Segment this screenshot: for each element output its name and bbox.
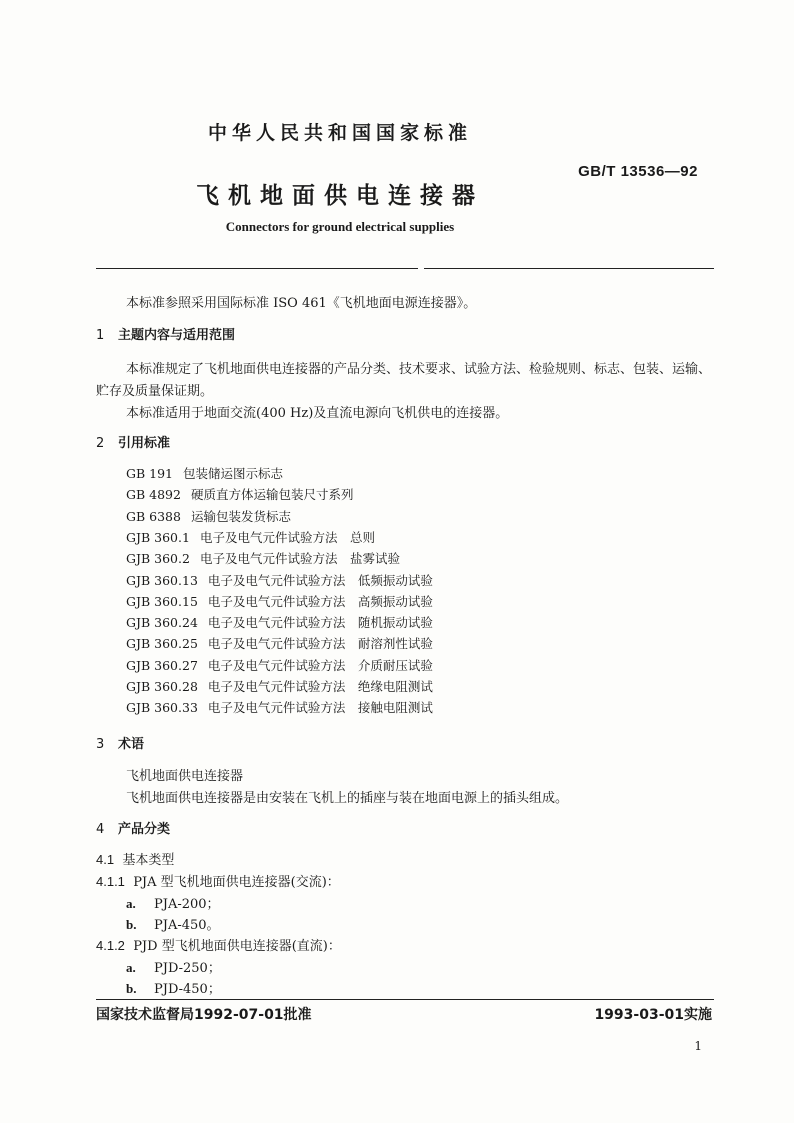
reference-title: 硬质直方体运输包装尺寸系列 — [190, 487, 354, 503]
subsection-number: 4.1 — [96, 852, 115, 867]
section-1-heading — [96, 324, 235, 343]
subsection-text: PJA 型飞机地面供电连接器(交流)： — [133, 875, 340, 890]
document-title-en: Connectors for ground electrical supplies — [225, 219, 455, 234]
reference-code: GJB 360.13 — [126, 572, 198, 588]
section-4-heading — [96, 818, 170, 837]
reference-item — [126, 677, 433, 695]
subsection-number: 4.1.2 — [96, 938, 125, 953]
subsection-text: 基本类型 — [122, 853, 175, 868]
reference-title: 电子及电气元件试验方法 耐溶剂性试验 — [207, 636, 433, 652]
reference-item — [126, 592, 433, 610]
reference-code: GJB 360.2 — [126, 551, 190, 567]
reference-code: GJB 360.33 — [126, 700, 198, 716]
reference-item — [126, 656, 433, 674]
intro-paragraph: 本标准参照采用国际标准 ISO 461《飞机地面电源连接器》。 — [126, 296, 477, 311]
reference-title: 电子及电气元件试验方法 介质耐压试验 — [207, 657, 433, 673]
subsection-text: PJD 型飞机地面供电连接器(直流)： — [133, 939, 341, 954]
reference-title: 包装储运图示标志 — [183, 466, 284, 481]
list-item-text: PJA-450。 — [154, 918, 220, 933]
reference-code: GJB 360.24 — [126, 615, 198, 631]
list-item — [126, 893, 220, 912]
approval-date: 国家技术监督局1992-07-01批准 — [96, 1007, 312, 1023]
list-item-text: PJA-200； — [154, 897, 220, 912]
reference-title: 电子及电气元件试验方法 接触电阻测试 — [207, 700, 433, 716]
reference-item — [126, 698, 433, 716]
list-item-label: a. — [126, 896, 136, 911]
section-title: 引用标准 — [118, 436, 171, 451]
list-item — [126, 978, 221, 997]
section-number: 1 — [96, 328, 105, 343]
reference-item — [126, 528, 375, 546]
issuing-authority: 中华人民共和国国家标准 — [207, 122, 472, 144]
section-1-paragraph-1: 本标准规定了飞机地面供电连接器的产品分类、技术要求、试验方法、检验规则、标志、包装、运输、 — [126, 362, 712, 377]
reference-title: 电子及电气元件试验方法 盐雾试验 — [199, 551, 400, 567]
reference-code: GB 4892 — [126, 487, 181, 503]
reference-item — [126, 549, 400, 567]
section-number: 3 — [96, 737, 105, 752]
effective-date: 1993-03-01实施 — [594, 1007, 712, 1023]
section-title: 产品分类 — [118, 822, 171, 837]
section-title: 术语 — [118, 737, 145, 752]
reference-title: 电子及电气元件试验方法 随机振动试验 — [207, 615, 433, 631]
subsection-number: 4.1.1 — [96, 874, 125, 889]
list-item-text: PJD-250； — [154, 961, 221, 976]
reference-title: 电子及电气元件试验方法 绝缘电阻测试 — [207, 679, 433, 694]
header-rule-right — [424, 268, 714, 269]
reference-item — [126, 634, 433, 652]
list-item-text: PJD-450； — [154, 982, 221, 997]
reference-title: 电子及电气元件试验方法 高频振动试验 — [207, 593, 433, 609]
reference-code: GJB 360.27 — [126, 657, 198, 673]
section-3-heading — [96, 733, 144, 752]
header-rule-left — [96, 268, 418, 269]
list-item — [126, 914, 220, 933]
reference-code: GB 191 — [126, 466, 174, 481]
list-item-label: b. — [126, 981, 137, 996]
list-item-label: a. — [126, 960, 136, 975]
reference-code: GJB 360.1 — [126, 529, 190, 545]
reference-item — [126, 613, 433, 631]
subsection-4-1-1 — [96, 871, 340, 890]
term-name: 飞机地面供电连接器 — [126, 769, 244, 784]
reference-item — [126, 507, 291, 525]
reference-item — [126, 464, 283, 482]
reference-code: GJB 360.25 — [126, 636, 198, 652]
reference-title: 电子及电气元件试验方法 总则 — [199, 529, 375, 545]
document-title-cn: 飞机地面供电连接器 — [196, 183, 484, 209]
reference-item — [126, 485, 353, 503]
section-number: 2 — [96, 436, 105, 451]
reference-code: GB 6388 — [126, 508, 181, 524]
reference-title: 电子及电气元件试验方法 低频振动试验 — [207, 572, 433, 588]
standard-code: GB/T 13536—92 — [578, 163, 698, 180]
term-definition: 飞机地面供电连接器是由安装在飞机上的插座与装在地面电源上的插头组成。 — [126, 791, 569, 806]
section-2-heading — [96, 432, 170, 451]
reference-code: GJB 360.15 — [126, 593, 198, 609]
reference-item — [126, 571, 433, 589]
list-item — [126, 957, 221, 976]
section-title: 主题内容与适用范围 — [118, 328, 236, 343]
page-number: 1 — [694, 1039, 702, 1053]
list-item-label: b. — [126, 917, 137, 932]
section-number: 4 — [96, 822, 105, 837]
subsection-4-1-2 — [96, 935, 341, 954]
section-1-paragraph-2: 本标准适用于地面交流(400 Hz)及直流电源向飞机供电的连接器。 — [126, 406, 509, 421]
section-1-paragraph-1-cont: 贮存及质量保证期。 — [96, 384, 214, 399]
footer-rule — [96, 999, 714, 1000]
reference-code: GJB 360.28 — [126, 679, 198, 694]
subsection-4-1 — [96, 849, 174, 868]
reference-title: 运输包装发货标志 — [190, 508, 291, 524]
